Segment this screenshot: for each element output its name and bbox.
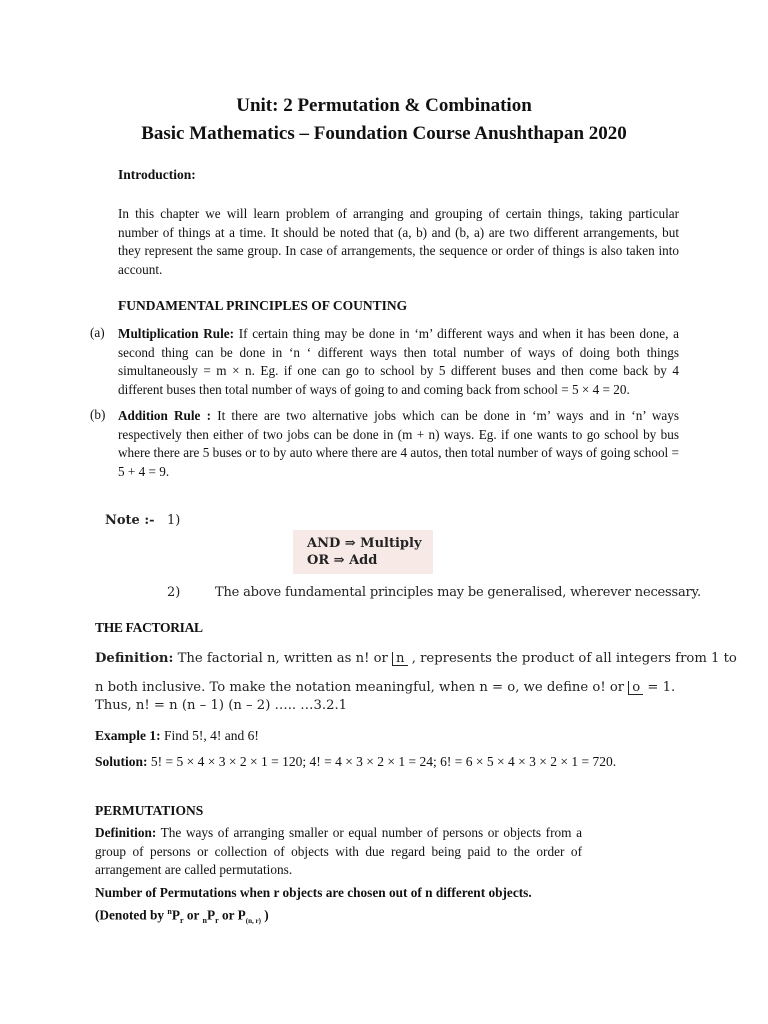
permutations-count-heading: Number of Permutations when r objects are chosen out of n different objects. — [95, 885, 532, 900]
notation-sup-n: n — [167, 907, 172, 916]
factorial-definition — [95, 644, 737, 702]
note-text-2: The above fundamental principles may be generalised, wherever necessary. — [215, 585, 701, 600]
note-label: Note :- — [105, 513, 155, 528]
notation-sub-nr: (n, r) — [245, 917, 261, 926]
notation-sub-r2: r — [215, 916, 219, 926]
example-1-text: Find 5!, 4! and 6! — [160, 728, 259, 743]
example-1-label: Example 1: — [95, 728, 161, 743]
document-subtitle: Basic Mathematics – Foundation Course Anushthapan 2020 — [141, 123, 627, 144]
addition-rule — [118, 407, 679, 481]
permutations-definition — [95, 824, 582, 880]
notation-sub-r1: r — [179, 916, 184, 926]
multiplication-rule-text: If certain thing may be done in ‘m’ different ways and when it has been done, a second thing can be done in ‘n ‘ different ways then total number of ways of doing both things simultaneously = m × n. Eg. if one can go to school by 5 different buses and then come back by 4 different buses then total number of ways of going to and coming back from school = 5 × 4 = 20. — [118, 326, 679, 397]
note-number-1: 1) — [167, 513, 181, 528]
notation-p1: P — [171, 907, 180, 923]
permutations-heading: PERMUTATIONS — [95, 803, 204, 818]
permutations-definition-text: The ways of arranging smaller or equal number of persons or objects from a group of persons or collection of objects with due regard being paid to the order of arrangement are called permutations. — [95, 825, 582, 877]
factorial-heading: THE FACTORIAL — [95, 620, 203, 635]
or-add-rule: OR ⇒ Add — [307, 553, 378, 568]
notation-or1: or — [183, 907, 203, 923]
addition-rule-title: Addition Rule : — [118, 408, 211, 423]
solution-1 — [95, 754, 616, 770]
permutations-notation — [95, 903, 269, 931]
solution-1-text: 5! = 5 × 4 × 3 × 2 × 1 = 120; 4! = 4 × 3 × 2 × 1 = 24; 6! = 6 × 5 × 4 × 3 × 2 × 1 = 720. — [147, 754, 617, 769]
notation-close: ) — [260, 907, 269, 923]
item-a-label: (a) — [90, 325, 105, 340]
factorial-definition-text-2: , represents the product of all integers from 1 to — [407, 651, 737, 666]
item-b-label: (b) — [90, 407, 106, 422]
factorial-o-symbol: o — [628, 681, 643, 695]
document-title: Unit: 2 Permutation & Combination — [236, 95, 532, 116]
notation-p2: P — [206, 907, 216, 923]
example-1 — [95, 728, 259, 744]
notation-sub-n: n — [202, 916, 207, 926]
fundamental-heading: FUNDAMENTAL PRINCIPLES OF COUNTING — [118, 298, 408, 313]
factorial-n-symbol: n — [392, 652, 408, 666]
introduction-heading: Introduction: — [118, 167, 196, 182]
multiplication-rule — [118, 325, 679, 399]
rule-summary-box — [293, 530, 433, 574]
factorial-definition-label: Definition: — [95, 651, 174, 666]
factorial-definition-text-1: The factorial n, written as n! or — [173, 651, 393, 666]
permutations-definition-label: Definition: — [95, 825, 157, 840]
notation-or2: or P — [218, 907, 246, 923]
solution-1-label: Solution: — [95, 754, 148, 769]
factorial-expansion: Thus, n! = n (n – 1) (n – 2) ….. …3.2.1 — [95, 698, 348, 713]
note-number-2: 2) — [167, 585, 181, 600]
factorial-definition-text-4: = 1. — [643, 680, 676, 695]
notation-prefix: (Denoted by — [95, 907, 168, 923]
multiplication-rule-title: Multiplication Rule: — [118, 326, 235, 341]
addition-rule-text: It there are two alternative jobs which can be done in ‘m’ ways and in ‘n’ ways respectively then either of two jobs can be done in (m + n) ways. Eg. if one wants to go school by bus where there are 5 buses or to by auto where there are 4 autos, then total number of ways of going school = 5 + 4 = 9. — [118, 408, 679, 479]
introduction-text: In this chapter we will learn problem of arranging and grouping of certain things, taking particular number of things at a time. It should be noted that (a, b) and (b, a) are two different arrangements, but they represent the same group. In case of arrangements, the sequence or order of things is also taken into account. — [118, 206, 679, 277]
and-multiply-rule: AND ⇒ Multiply — [307, 536, 422, 551]
factorial-definition-text-3: n both inclusive. To make the notation meaningful, when n = o, we define o! or — [95, 680, 629, 695]
